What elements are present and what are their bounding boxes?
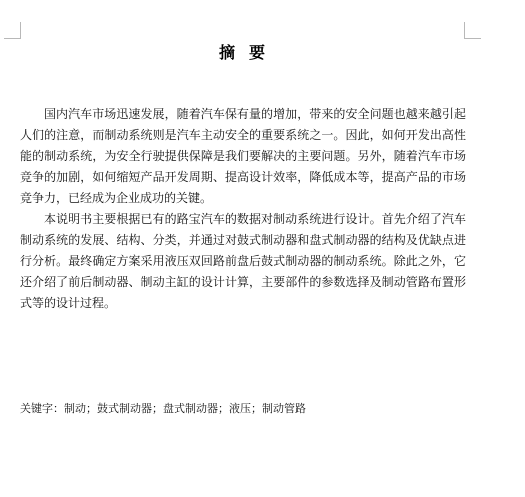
- crop-mark-top-right: [464, 22, 481, 39]
- abstract-body: [20, 104, 466, 314]
- crop-mark-top-left: [4, 22, 21, 39]
- abstract-title: 摘要: [218, 43, 279, 62]
- abstract-paragraph-1: 国内汽车市场迅速发展，随着汽车保有量的增加，带来的安全问题也越来越引起人们的注意，而制动系统则是汽车主动安全的重要系统之一。因此，如何开发出高性能的制动系统，为安全行驶提供保障是我们要解决的主要问题。另外，随着汽车市场竞争的加剧，如何缩短产品开发周期、提高设计效率，降低成本等，提高产品的市场竞争力，已经成为企业成功的关键。: [20, 107, 466, 205]
- keywords-line: 关键字：制动；鼓式制动器；盘式制动器；液压；制动管路: [20, 402, 306, 415]
- abstract-paragraph-2: 本说明书主要根据已有的路宝汽车的数据对制动系统进行设计。首先介绍了汽车制动系统的发展、结构、分类，并通过对鼓式制动器和盘式制动器的结构及优缺点进行分析。最终确定方案采用液压双回路前盘后鼓式制动器的制动系统。除此之外，它还介绍了前后制动器、制动主缸的设计计算，主要部件的参数选择及制动管路布置形式等的设计过程。: [20, 212, 466, 310]
